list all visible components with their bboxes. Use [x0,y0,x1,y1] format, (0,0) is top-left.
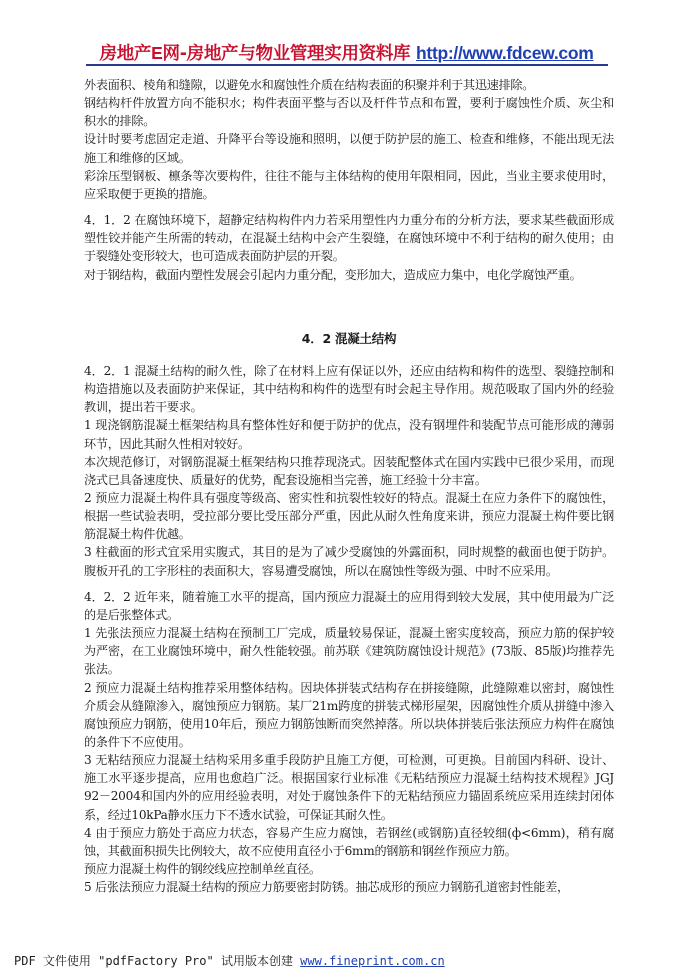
header-e-letter: E [151,43,163,63]
paragraph: 本次规范修订，对钢筋混凝土框架结构只推荐现浇式。因装配整体式在国内实践中已很少采用，而现浇式已具备速度快、质量好的优势，配套设施相当完善，施工经验十分丰富。 [84,454,614,487]
paragraph: 1 现浇钢筋混凝土框架结构具有整体性好和便于防护的优点，没有钢埋件和装配节点可能形成的薄弱环节，因此其耐久性相对较好。 [84,418,614,451]
paragraph: 1 先张法预应力混凝土结构在预制工厂完成，质量较易保证，混凝土密实度较高，预应力筋的保护较为严密，在工业腐蚀环境中，耐久性能较强。前苏联《建筑防腐蚀设计规范》(73版、85版)均推荐先张法。 [84,626,614,677]
paragraph-4-2-1: 4．2．1 混凝土结构的耐久性，除了在材料上应有保证以外，还应由结构和构件的选型、裂缝控制和构造措施以及表面防护来保证，其中结构和构件的选型有时会起主导作用。规范吸取了国内外的经验教训，提出若干要求。 [84,363,614,415]
header-brand: 房地产 [99,44,152,64]
document-body [84,76,614,896]
paragraph: 3 无粘结预应力混凝土结构采用多重手段防护且施工方便，可检测，可更换。目前国内科研、设计、施工水平逐步提高，应用也愈趋广泛。根据国家行业标准《无粘结预应力混凝土结构技术规程》JGJ 92－2004和国内外的应用经验表明，对处于腐蚀条件下的无粘结预应力锚固系统应采用连续封闭体系，经过10kPa静水压力下不透水试验，可保证其耐久性。 [84,753,614,822]
paragraph: 2 预应力混凝土构件具有强度等级高、密实性和抗裂性较好的特点。混凝土在应力条件下的腐蚀性，根据一些试验表明，受拉部分要比受压部分严重，因此从耐久性角度来讲，预应力混凝土构件要比钢筋混凝土构件优越。 [84,490,614,542]
footer-link[interactable]: www.fineprint.com.cn [300,954,445,968]
paragraph: 5 后张法预应力混凝土结构的预应力筋要密封防锈。抽芯成形的预应力钢筋孔道密封性能差， [84,880,569,895]
footer-text: PDF 文件使用 "pdfFactory Pro" 试用版本创建 [14,954,301,968]
paragraph: 2 预应力混凝土结构推荐采用整体结构。因块体拼装式结构存在拼接缝隙，此缝隙难以密封，腐蚀性介质会从缝隙渗入，腐蚀预应力钢筋。某厂21m跨度的拼装式梯形屋架，因腐蚀性介质从拼缝中渗入腐蚀预应力钢筋，使用10年后，预应力钢筋蚀断而突然掉落。所以块体拼装后张法预应力构件在腐蚀的条件下不应使用。 [84,680,614,749]
paragraph-4-2-2: 4．2．2 近年来，随着施工水平的提高，国内预应力混凝土的应用得到较大发展，其中使用最为广泛的是后张整体式。 [84,589,614,622]
paragraph: 对于钢结构，截面内塑性发展会引起内力重分配，变形加大，造成应力集中，电化学腐蚀严重。 [84,267,582,282]
paragraph: 彩涂压型钢板、檩条等次要构件，往往不能与主体结构的使用年限相同，因此，当业主要求使用时，应采取便于更换的措施。 [84,168,614,201]
pdf-footer [14,952,614,969]
paragraph: 4 由于预应力筋处于高应力状态，容易产生应力腐蚀，若钢丝(或钢筋)直径较细(ф<6mm)，稍有腐蚀，其截面积损失比例较大，故不应使用直径小于6mm的钢筋和钢丝作预应力筋。 [84,825,614,858]
section-title: 4．2 混凝土结构 [301,330,397,346]
paragraph: 预应力混凝土构件的钢绞线应控制单丝直径。 [84,862,321,877]
page-header [0,40,693,65]
header-subtitle: -房地产与物业管理实用资料库 [179,44,411,64]
header-divider [86,64,608,66]
paragraph: 3 柱截面的形式宜采用实腹式，其目的是为了减少受腐蚀的外露面积，同时规整的截面也便于防护。腹板开孔的工字形柱的表面积大，容易遭受腐蚀，所以在腐蚀性等级为强、中时不应采用。 [84,545,614,578]
paragraph: 钢结构杆件放置方向不能积水；构件表面平整与否以及杆件节点和布置，要利于腐蚀性介质、灰尘和积水的排除。 [84,96,614,129]
paragraph: 外表面积、棱角和缝隙，以避免水和腐蚀性介质在结构表面的积聚并利于其迅速排除。 [84,78,535,92]
header-brand-suffix: 网 [162,44,180,64]
header-url-link[interactable]: http://www.fdcew.com [416,43,594,63]
paragraph: 设计时要考虑固定走道、升降平台等设施和照明，以便于防护层的施工、检查和维修，不能出现无法施工和维修的区域。 [84,132,614,165]
paragraph-4-1-2: 4．1．2 在腐蚀环境下，超静定结构构件内力若采用塑性内力重分布的分析方法，要求某些截面形成塑性铰并能产生所需的转动，在混凝土结构中会产生裂缝，在腐蚀环境中不利于结构的耐久使用；由于裂缝处变形较大，也可造成表面防护层的开裂。 [84,213,614,264]
